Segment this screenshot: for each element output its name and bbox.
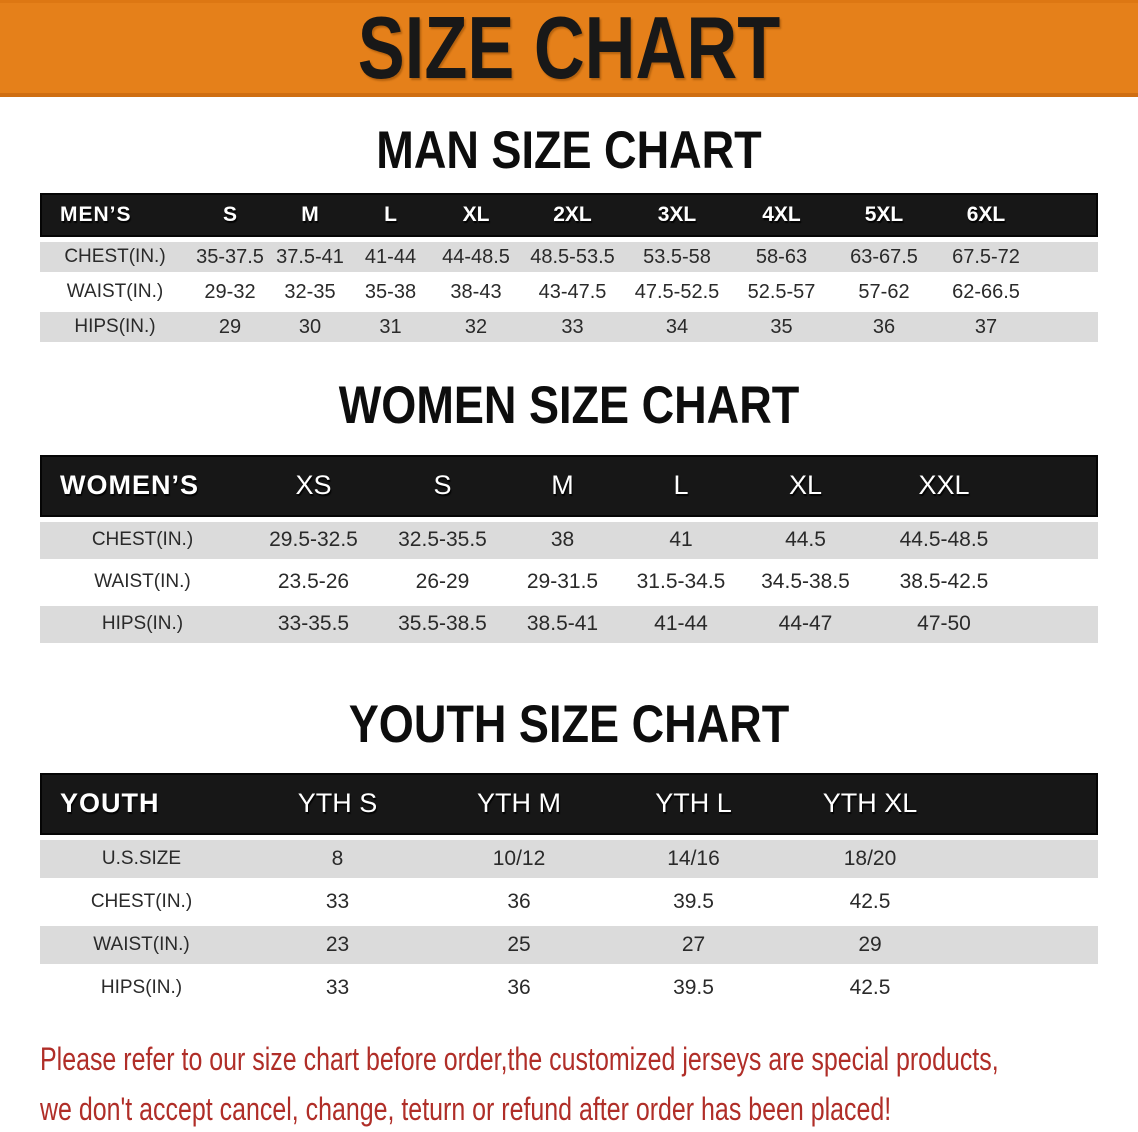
size-cell: 41 bbox=[622, 522, 740, 559]
disclaimer bbox=[40, 1036, 1138, 1132]
size-cell: 25 bbox=[432, 926, 606, 964]
men-section-heading: MAN SIZE CHART bbox=[376, 121, 762, 180]
size-cell: 34.5-38.5 bbox=[740, 564, 871, 601]
size-cell: 33-35.5 bbox=[245, 606, 382, 643]
size-cell: 41-44 bbox=[622, 606, 740, 643]
size-cell: 31 bbox=[350, 312, 431, 342]
row-label-chest: CHEST(IN.) bbox=[40, 242, 190, 272]
cell-filler bbox=[1017, 564, 1098, 601]
size-cell: 8 bbox=[243, 840, 432, 878]
size-cell: 37.5-41 bbox=[270, 242, 350, 272]
cell-filler bbox=[959, 840, 1098, 878]
size-cell: 48.5-53.5 bbox=[521, 242, 624, 272]
size-cell: 14/16 bbox=[606, 840, 781, 878]
size-cell: 36 bbox=[432, 883, 606, 921]
men-col-m: M bbox=[270, 193, 350, 237]
men-size-table bbox=[40, 188, 1098, 347]
women-col-s: S bbox=[382, 455, 503, 517]
size-cell: 44-47 bbox=[740, 606, 871, 643]
men-col-4xl: 4XL bbox=[730, 193, 833, 237]
size-cell: 33 bbox=[521, 312, 624, 342]
size-cell: 30 bbox=[270, 312, 350, 342]
women-table-title: WOMEN’S bbox=[40, 455, 245, 517]
size-cell: 32-35 bbox=[270, 277, 350, 307]
size-cell: 18/20 bbox=[781, 840, 959, 878]
size-cell: 33 bbox=[243, 883, 432, 921]
youth-section bbox=[0, 696, 1138, 1012]
men-header-row bbox=[40, 193, 1098, 237]
disclaimer-line2: we don't accept cancel, change, teturn or refund after order has been placed! bbox=[40, 1091, 892, 1128]
men-section bbox=[0, 122, 1138, 347]
row-label-waist: WAIST(IN.) bbox=[40, 564, 245, 601]
row-label-waist: WAIST(IN.) bbox=[40, 926, 243, 964]
size-cell: 63-67.5 bbox=[833, 242, 935, 272]
size-cell: 35-38 bbox=[350, 277, 431, 307]
size-cell: 58-63 bbox=[730, 242, 833, 272]
size-cell: 29-32 bbox=[190, 277, 270, 307]
women-col-l: L bbox=[622, 455, 740, 517]
row-label-us-size: U.S.SIZE bbox=[40, 840, 243, 878]
women-header-row bbox=[40, 455, 1098, 517]
size-cell: 37 bbox=[935, 312, 1037, 342]
youth-size-table bbox=[40, 768, 1098, 1012]
cell-filler bbox=[1037, 312, 1098, 342]
size-cell: 32.5-35.5 bbox=[382, 522, 503, 559]
cell-filler bbox=[1037, 242, 1098, 272]
size-cell: 38 bbox=[503, 522, 622, 559]
men-col-s: S bbox=[190, 193, 270, 237]
size-cell: 47.5-52.5 bbox=[624, 277, 730, 307]
row-label-chest: CHEST(IN.) bbox=[40, 522, 245, 559]
banner-title: SIZE CHART bbox=[357, 0, 781, 97]
size-cell: 29 bbox=[190, 312, 270, 342]
header-filler bbox=[1037, 193, 1098, 237]
row-label-hips: HIPS(IN.) bbox=[40, 969, 243, 1007]
men-chest-row bbox=[40, 242, 1098, 272]
size-cell: 52.5-57 bbox=[730, 277, 833, 307]
youth-col-xl: YTH XL bbox=[781, 773, 959, 835]
size-cell: 44.5-48.5 bbox=[871, 522, 1017, 559]
men-col-6xl: 6XL bbox=[935, 193, 1037, 237]
cell-filler bbox=[959, 883, 1098, 921]
cell-filler bbox=[1017, 522, 1098, 559]
cell-filler bbox=[959, 926, 1098, 964]
disclaimer-line1: Please refer to our size chart before order,the customized jerseys are special products, bbox=[40, 1040, 999, 1077]
size-cell: 35-37.5 bbox=[190, 242, 270, 272]
women-col-xl: XL bbox=[740, 455, 871, 517]
cell-filler bbox=[959, 969, 1098, 1007]
size-cell: 35.5-38.5 bbox=[382, 606, 503, 643]
women-section bbox=[0, 377, 1138, 647]
size-cell: 44.5 bbox=[740, 522, 871, 559]
size-cell: 41-44 bbox=[350, 242, 431, 272]
size-cell: 38-43 bbox=[431, 277, 521, 307]
cell-filler bbox=[1017, 606, 1098, 643]
header-filler bbox=[959, 773, 1098, 835]
youth-ussize-row bbox=[40, 840, 1098, 878]
size-cell: 42.5 bbox=[781, 969, 959, 1007]
men-col-3xl: 3XL bbox=[624, 193, 730, 237]
size-cell: 53.5-58 bbox=[624, 242, 730, 272]
size-cell: 23 bbox=[243, 926, 432, 964]
youth-header-row bbox=[40, 773, 1098, 835]
size-cell: 33 bbox=[243, 969, 432, 1007]
men-col-xl: XL bbox=[431, 193, 521, 237]
youth-col-m: YTH M bbox=[432, 773, 606, 835]
size-cell: 38.5-41 bbox=[503, 606, 622, 643]
size-cell: 29 bbox=[781, 926, 959, 964]
size-cell: 26-29 bbox=[382, 564, 503, 601]
size-cell: 10/12 bbox=[432, 840, 606, 878]
men-waist-row bbox=[40, 277, 1098, 307]
size-cell: 39.5 bbox=[606, 969, 781, 1007]
men-table-title: MEN’S bbox=[40, 193, 190, 237]
women-waist-row bbox=[40, 564, 1098, 601]
size-cell: 44-48.5 bbox=[431, 242, 521, 272]
youth-section-heading: YOUTH SIZE CHART bbox=[348, 694, 790, 754]
size-cell: 36 bbox=[432, 969, 606, 1007]
size-cell: 57-62 bbox=[833, 277, 935, 307]
size-cell: 27 bbox=[606, 926, 781, 964]
row-label-waist: WAIST(IN.) bbox=[40, 277, 190, 307]
size-cell: 29-31.5 bbox=[503, 564, 622, 601]
women-col-xs: XS bbox=[245, 455, 382, 517]
size-cell: 47-50 bbox=[871, 606, 1017, 643]
header-filler bbox=[1017, 455, 1098, 517]
youth-table-title: YOUTH bbox=[40, 773, 243, 835]
row-label-hips: HIPS(IN.) bbox=[40, 312, 190, 342]
size-cell: 67.5-72 bbox=[935, 242, 1037, 272]
row-label-hips: HIPS(IN.) bbox=[40, 606, 245, 643]
women-col-xxl: XXL bbox=[871, 455, 1017, 517]
women-size-table bbox=[40, 450, 1098, 648]
women-hips-row bbox=[40, 606, 1098, 643]
size-cell: 32 bbox=[431, 312, 521, 342]
size-cell: 42.5 bbox=[781, 883, 959, 921]
youth-waist-row bbox=[40, 926, 1098, 964]
row-label-chest: CHEST(IN.) bbox=[40, 883, 243, 921]
size-cell: 34 bbox=[624, 312, 730, 342]
men-hips-row bbox=[40, 312, 1098, 342]
youth-col-l: YTH L bbox=[606, 773, 781, 835]
size-cell: 29.5-32.5 bbox=[245, 522, 382, 559]
size-cell: 43-47.5 bbox=[521, 277, 624, 307]
youth-hips-row bbox=[40, 969, 1098, 1007]
banner bbox=[0, 0, 1138, 97]
cell-filler bbox=[1037, 277, 1098, 307]
size-cell: 62-66.5 bbox=[935, 277, 1037, 307]
men-col-l: L bbox=[350, 193, 431, 237]
size-cell: 31.5-34.5 bbox=[622, 564, 740, 601]
men-col-2xl: 2XL bbox=[521, 193, 624, 237]
size-cell: 39.5 bbox=[606, 883, 781, 921]
women-section-heading: WOMEN SIZE CHART bbox=[338, 376, 800, 436]
size-cell: 35 bbox=[730, 312, 833, 342]
youth-col-s: YTH S bbox=[243, 773, 432, 835]
women-chest-row bbox=[40, 522, 1098, 559]
men-col-5xl: 5XL bbox=[833, 193, 935, 237]
youth-chest-row bbox=[40, 883, 1098, 921]
size-cell: 36 bbox=[833, 312, 935, 342]
size-cell: 38.5-42.5 bbox=[871, 564, 1017, 601]
size-cell: 23.5-26 bbox=[245, 564, 382, 601]
women-col-m: M bbox=[503, 455, 622, 517]
